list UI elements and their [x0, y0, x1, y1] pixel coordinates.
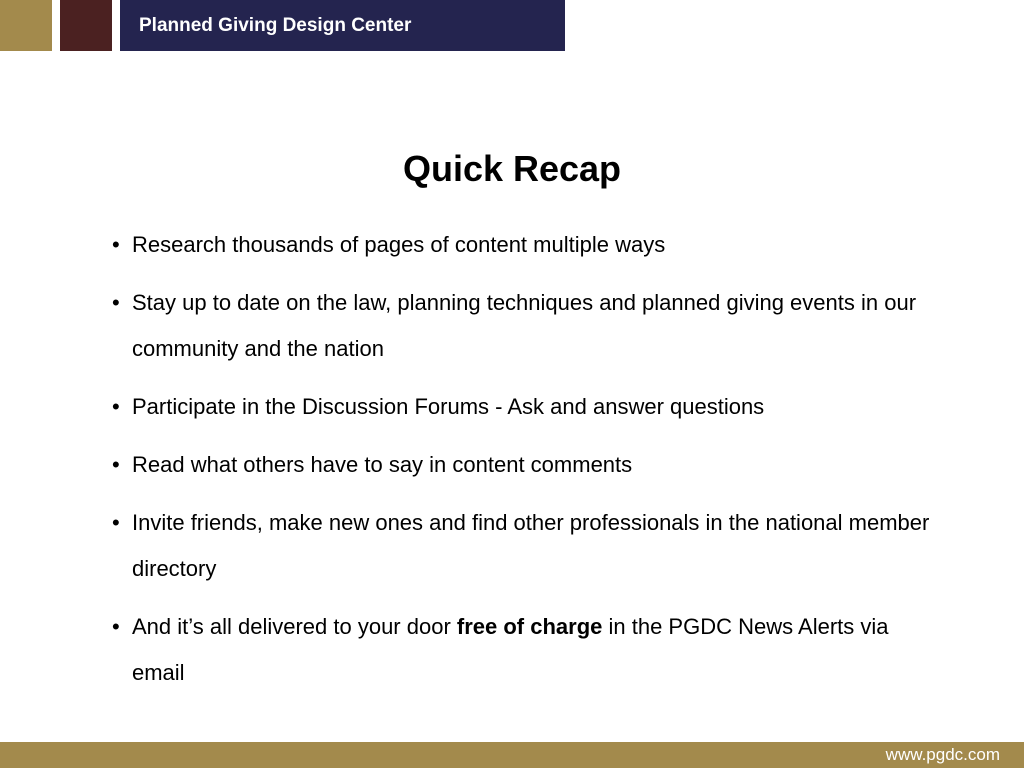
- bullet-item-research: [110, 222, 930, 268]
- bullet-text: Invite friends, make new ones and find other professionals in the national member directory: [132, 510, 930, 581]
- bullet-item-stay-up-to-date: [110, 280, 930, 372]
- bullet-text: Research thousands of pages of content multiple ways: [132, 232, 666, 257]
- header-gold-swatch: [0, 0, 52, 51]
- header-maroon-swatch: [60, 0, 112, 51]
- bullet-text-before: And it’s all delivered to your door: [132, 614, 457, 639]
- bullet-marker: •: [112, 290, 120, 315]
- slide-title: Quick Recap: [402, 148, 622, 189]
- bullet-marker: •: [112, 394, 120, 419]
- bullet-marker: •: [112, 510, 120, 535]
- bullet-list: [110, 222, 930, 708]
- footer-bar: [0, 742, 1024, 768]
- bullet-item-discussion-forums: [110, 384, 930, 430]
- footer-url: www.pgdc.com: [885, 745, 1000, 764]
- bullet-text: Stay up to date on the law, planning techniques and planned giving events in our community and the nation: [132, 290, 917, 361]
- bullet-marker: •: [112, 232, 120, 257]
- bullet-marker: •: [112, 452, 120, 477]
- bullet-item-member-directory: [110, 500, 930, 592]
- header-title: Planned Giving Design Center: [139, 15, 412, 36]
- bullet-item-news-alerts: [110, 604, 930, 696]
- bullet-text: Participate in the Discussion Forums - Ask and answer questions: [132, 394, 765, 419]
- bullet-text-after: in the PGDC News Alerts via email: [132, 614, 889, 685]
- header-title-bar: [120, 0, 565, 51]
- bullet-marker: •: [112, 614, 120, 639]
- bullet-text-emphasis: free of charge: [456, 614, 603, 639]
- bullet-item-content-comments: [110, 442, 930, 488]
- bullet-text: Read what others have to say in content comments: [132, 452, 633, 477]
